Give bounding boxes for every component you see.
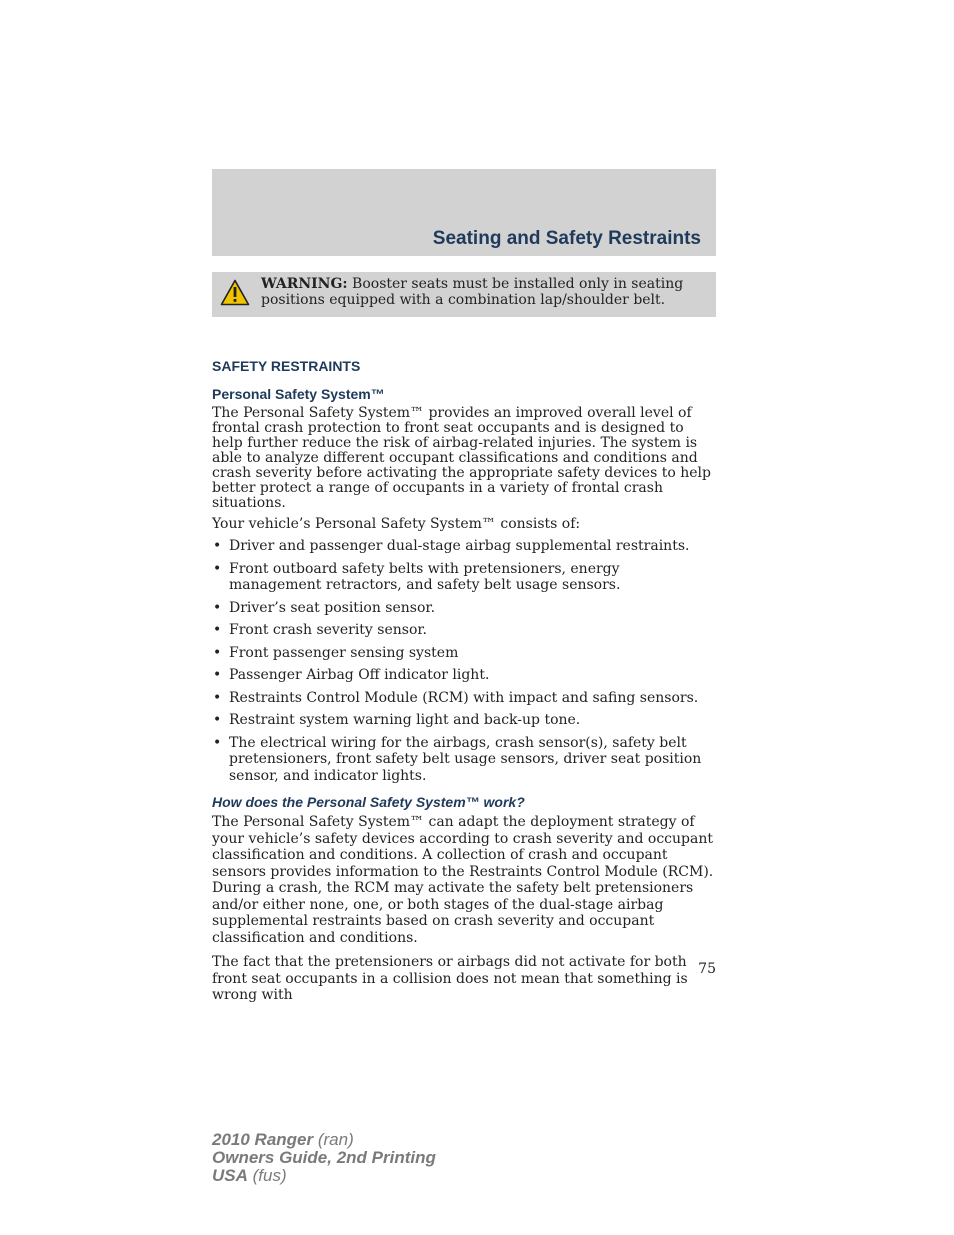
warning-label: WARNING: bbox=[261, 276, 348, 292]
footer-market: USA bbox=[212, 1166, 248, 1185]
warning-box bbox=[212, 272, 716, 317]
subheading-personal-safety-system: Personal Safety System™ bbox=[212, 386, 385, 402]
how-paragraph-1: The Personal Safety System™ can adapt the deployment strategy of your vehicle’s safety devices according to crash severity and occupant classification and conditions. A collection of crash and occupant sensors provides information to the Restraints Control Module (RCM). During a crash, the RCM may activate the safety belt pretensioners and/or either none, one, or both stages of the dual-stage airbag supplemental restraints based on crash severity and occupant classification and conditions. bbox=[212, 814, 714, 946]
warning-message: Booster seats must be installed only in seating positions equipped with a combination lap/shoulder belt. bbox=[261, 276, 684, 308]
warning-triangle-icon bbox=[220, 279, 250, 306]
footer-market-code: (fus) bbox=[247, 1166, 287, 1185]
footer-line-1 bbox=[212, 1131, 436, 1149]
subheading-how-it-works: How does the Personal Safety System™ work? bbox=[212, 794, 525, 810]
document-footer bbox=[212, 1131, 436, 1185]
list-item: • Restraint system warning light and back-up tone. bbox=[212, 712, 716, 729]
warning-text bbox=[261, 276, 701, 308]
list-item: • Front crash severity sensor. bbox=[212, 622, 716, 639]
main-content bbox=[212, 358, 716, 1010]
footer-model: 2010 Ranger bbox=[212, 1130, 314, 1149]
components-list bbox=[212, 538, 716, 784]
list-item: • Front outboard safety belts with pretensioners, energy management retractors, and safety belt usage sensors. bbox=[212, 561, 716, 594]
intro-paragraph: The Personal Safety System™ provides an improved overall level of frontal crash protection to front seat occupants and is designed to help further reduce the risk of airbag-related injuries. The system is able to analyze different occupant classifications and conditions and crash severity before activating the appropriate safety devices to help better protect a range of occupants in a variety of frontal crash situations. bbox=[212, 405, 711, 511]
section-title: Seating and Safety Restraints bbox=[432, 228, 701, 249]
list-item: • Driver and passenger dual-stage airbag supplemental restraints. bbox=[212, 538, 716, 555]
consists-of-paragraph: Your vehicle’s Personal Safety System™ consists of: bbox=[212, 516, 581, 532]
list-item: • Front passenger sensing system bbox=[212, 645, 716, 662]
list-item: • The electrical wiring for the airbags, crash sensor(s), safety belt pretensioners, front safety belt usage sensors, driver seat position sensor, and indicator lights. bbox=[212, 735, 716, 785]
section-heading: SAFETY RESTRAINTS bbox=[212, 358, 361, 374]
footer-line-2: Owners Guide, 2nd Printing bbox=[212, 1148, 436, 1167]
list-item: • Restraints Control Module (RCM) with impact and safing sensors. bbox=[212, 690, 716, 707]
page-number: 75 bbox=[698, 961, 716, 977]
how-paragraph-2: The fact that the pretensioners or airbags did not activate for both front seat occupants in a collision does not mean that something is wrong with bbox=[212, 954, 688, 1003]
list-item: • Driver’s seat position sensor. bbox=[212, 600, 716, 617]
section-header-band bbox=[212, 169, 716, 256]
footer-model-code: (ran) bbox=[313, 1130, 354, 1149]
list-item: • Passenger Airbag Off indicator light. bbox=[212, 667, 716, 684]
footer-line-3 bbox=[212, 1167, 436, 1185]
